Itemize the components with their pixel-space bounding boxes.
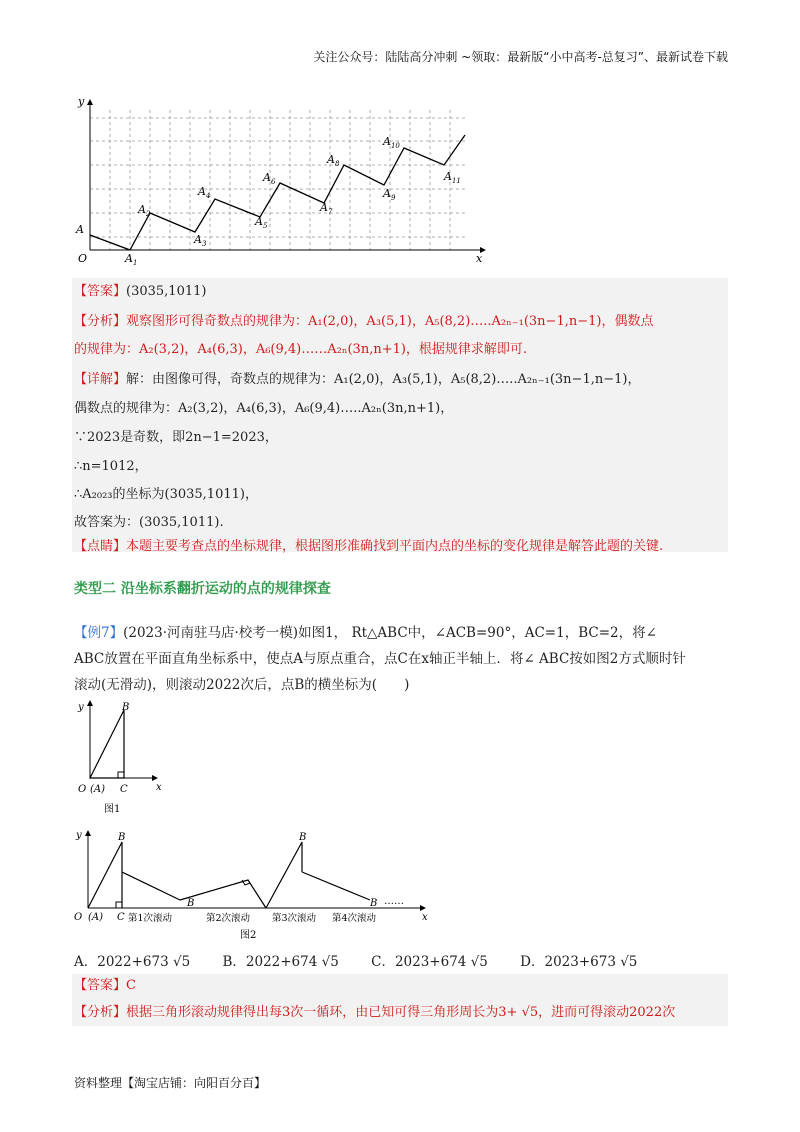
page-header: 关注公众号：陆陆高分冲刺 ~领取：最新版“小中高考-总复习”、最新试卷下载 [313,50,728,64]
svg-text:x: x [422,912,428,923]
example-7-line1: 【例7】(2023·河南驻马店·校考一模)如图1， Rt△ABC中，∠ACB=90°，AC=1，BC=2，将∠ [74,625,657,641]
svg-text:A6: $A_6$ [263,171,276,186]
svg-text:第2次滚动: 第2次滚动 [206,913,251,924]
figure-2 [70,828,440,948]
svg-text:A4: $A_4$ [198,185,211,200]
option-a[interactable]: A．2022+673 √5 [74,954,191,970]
svg-text:(A): (A) [88,912,104,923]
svg-text:图1: 图1 [104,804,121,815]
svg-text:x: x [476,252,483,265]
svg-text:图2: 图2 [240,930,257,941]
option-c[interactable]: C．2023+674 √5 [371,954,488,970]
analysis-1-line1: 【分析】观察图形可得奇数点的规律为：A₁(2,0)，A₃(5,1)，A₅(8,2)…..A₂ₙ₋₁(3n−1,n−1)，偶数点 [74,314,654,329]
figure-1 [70,700,170,820]
svg-text:A10: $A_{10}$ [383,135,400,150]
detail-1-line5: ∴A₂₀₂₃的坐标为(3035,1011)， [74,487,258,502]
detail-1-line3: ∵2023是奇数，即2n−1=2023， [74,430,278,445]
svg-text:B: B [187,898,195,909]
page-footer: 资料整理【淘宝店铺：向阳百分百】 [74,1076,267,1090]
svg-text:x: x [156,782,162,793]
svg-text:B: B [122,702,130,713]
svg-text:y: y [78,95,85,108]
detail-1-line1: 【详解】解：由图像可得，奇数点的规律为：A₁(2,0)，A₃(5,1)，A₅(8,2)…..A₂ₙ₋₁(3n−1,n−1)， [74,372,641,387]
detail-1-line6: 故答案为：(3035,1011). [74,515,224,530]
option-d[interactable]: D．2023+673 √5 [520,954,638,970]
svg-text:第4次滚动: 第4次滚动 [332,913,377,924]
svg-text:C: C [120,784,128,795]
svg-text:A8: $A_8$ [327,153,340,168]
svg-text:A2: $A_2$ [138,203,151,218]
detail-1-line4: ∴n=1012， [74,459,148,474]
svg-text:C: C [117,912,125,923]
svg-text:(A): (A) [90,784,106,795]
comment-1: 【点睛】本题主要考查点的坐标规律，根据图形准确找到平面内点的坐标的变化规律是解答此题的关键. [74,539,664,554]
svg-text:第1次滚动: 第1次滚动 [128,913,173,924]
analysis-7: 【分析】根据三角形滚动规律得出每3次一循环，由已知可得三角形周长为3+ √5，进而可得滚动2022次 [74,1005,676,1020]
svg-text:y: y [76,830,82,841]
section-title: 类型二 沿坐标系翻折运动的点的规律探查 [74,581,331,597]
svg-text:B: B [299,832,307,843]
svg-text:A1: $A_1$ [125,252,138,267]
answer-options [74,950,665,970]
svg-text:A3: $A_3$ [194,233,207,248]
answer-1: 【答案】(3035,1011) [74,284,207,299]
svg-text:B: B [118,832,126,843]
svg-text:y: y [78,702,84,713]
svg-text:A7: $A_7$ [320,201,333,216]
option-b[interactable]: B．2022+674 √5 [222,954,339,970]
svg-text:O: O [78,252,88,265]
example-7-line2: ABC放置在平面直角坐标系中，使点A与原点重合，点C在x轴正半轴上．将∠ ABC按如图2方式顺时针 [74,651,686,667]
svg-text:第3次滚动: 第3次滚动 [272,913,317,924]
zigzag-graph [70,95,500,270]
example-7-line3: 滚动(无滑动)，则滚动2022次后，点B的横坐标为( ) [74,677,410,693]
svg-text:……: …… [384,896,404,907]
svg-text:O: O [74,912,83,923]
answer-7: 【答案】C [74,978,136,993]
svg-text:O: O [78,784,87,795]
svg-text:A11: $A_{11}$ [444,170,461,185]
svg-text:A: A [76,223,84,236]
svg-text:A5: $A_5$ [255,215,268,230]
analysis-1-line2: 的规律为：A₂(3,2)，A₄(6,3)，A₆(9,4)……A₂ₙ(3n,n+1)，根据规律求解即可. [74,342,528,357]
svg-text:B: B [370,898,378,909]
detail-1-line2: 偶数点的规律为：A₂(3,2)，A₄(6,3)，A₆(9,4)…..A₂ₙ(3n,n+1)， [74,401,454,416]
svg-text:A9: $A_9$ [383,187,396,202]
